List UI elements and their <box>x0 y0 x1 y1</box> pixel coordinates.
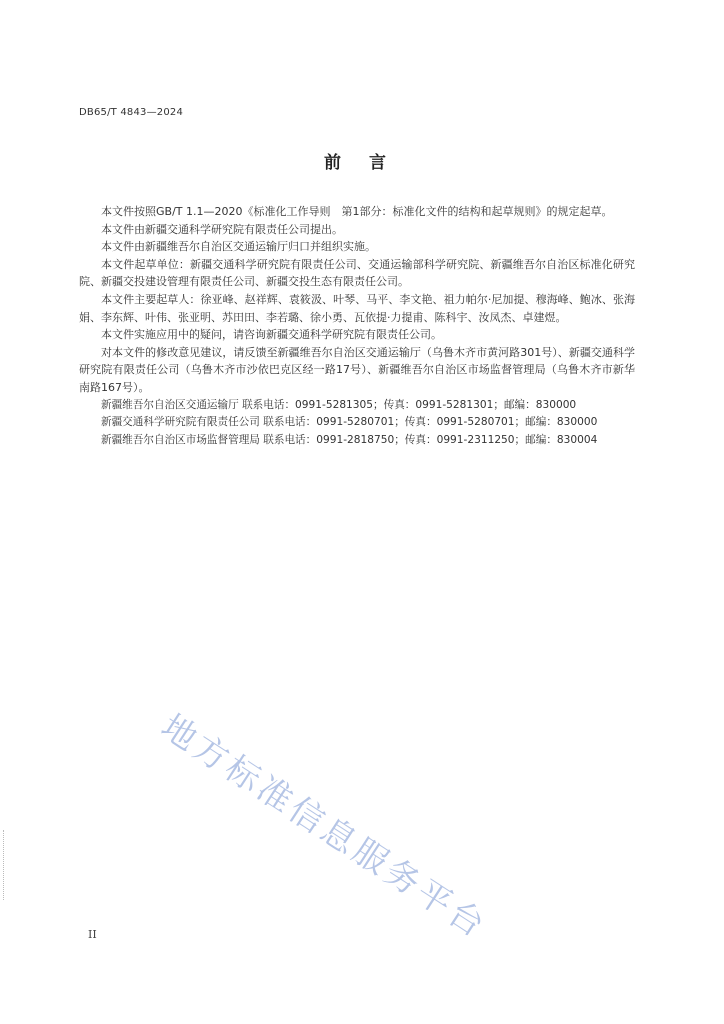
paragraph-administrator: 本文件由新疆维吾尔自治区交通运输厅归口并组织实施。 <box>101 240 376 254</box>
scan-edge-mark <box>3 830 7 900</box>
paragraph-inquiries: 本文件实施应用中的疑问，请咨询新疆交通科学研究院有限责任公司。 <box>101 328 442 342</box>
paragraph-drafting-rules: 本文件按照GB/T 1.1—2020《标准化工作导则 第1部分：标准化文件的结构和起草规则》的规定起草。 <box>101 205 613 218</box>
contact-list <box>79 397 635 450</box>
contact-line: 新疆维吾尔自治区交通运输厅 联系电话：0991-5281305；传真：0991-5281301；邮编：830000 <box>101 398 577 411</box>
page-title: 前言 <box>324 153 414 173</box>
paragraph-drafters: 本文件主要起草人：徐亚峰、赵祥辉、袁筱汲、叶琴、马平、李文艳、祖力帕尔·尼加提、穆海峰、鲍冰、张海娟、李东辉、叶伟、张亚明、苏田田、李若璐、徐小勇、瓦依提·力提甫、陈科宇、汝凤杰、卓建煜。 <box>79 292 635 324</box>
contact-line: 新疆交通科学研究院有限责任公司 联系电话：0991-5280701；传真：0991-5280701；邮编：830000 <box>101 416 598 429</box>
page-number: II <box>88 928 97 941</box>
paragraph-feedback: 对本文件的修改意见建议，请反馈至新疆维吾尔自治区交通运输厅（乌鲁木齐市黄河路301号）、新疆交通科学研究院有限责任公司（乌鲁木齐市沙依巴克区经一路17号）、新疆维吾尔自治区市场监督管理局（乌鲁木齐市新华南路167号）。 <box>79 345 635 394</box>
contact-line: 新疆维吾尔自治区市场监督管理局 联系电话：0991-2818750；传真：0991-2311250；邮编：830004 <box>101 433 598 446</box>
paragraph-proposer: 本文件由新疆交通科学研究院有限责任公司提出。 <box>101 222 343 236</box>
standard-code: DB65/T 4843—2024 <box>79 107 184 118</box>
foreword-body <box>79 203 635 449</box>
watermark: 地方标准信息服务平台 <box>153 706 495 948</box>
paragraph-drafting-units: 本文件起草单位：新疆交通科学研究院有限责任公司、交通运输部科学研究院、新疆维吾尔自治区标准化研究院、新疆交投建设管理有限责任公司、新疆交投生态有限责任公司。 <box>79 257 635 289</box>
